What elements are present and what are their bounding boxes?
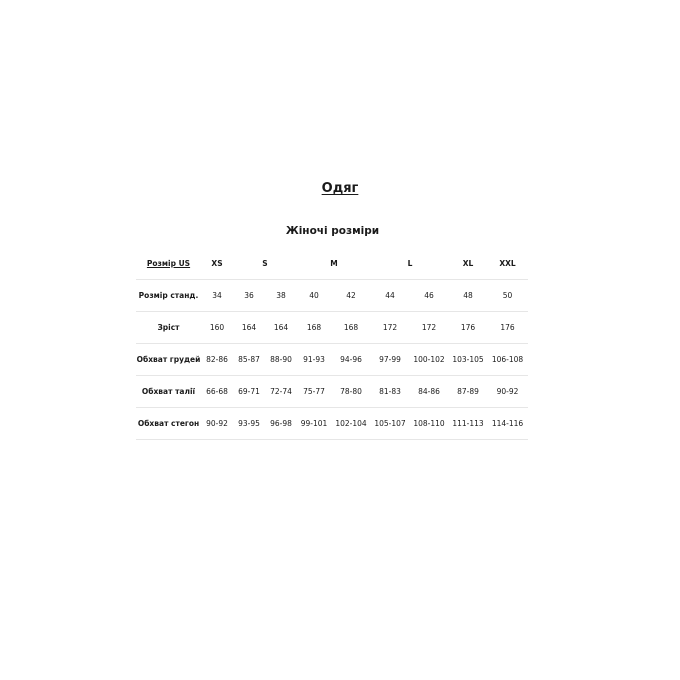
header-row [136, 248, 528, 280]
table-cell: 103-105 [449, 344, 487, 376]
table-cell: 91-93 [297, 344, 331, 376]
table-row [136, 312, 528, 344]
size-header-xs: XS [201, 248, 233, 280]
row-label: Обхват талії [136, 376, 201, 408]
table-cell: 164 [265, 312, 297, 344]
table-cell: 176 [449, 312, 487, 344]
table-cell: 72-74 [265, 376, 297, 408]
table-cell: 168 [331, 312, 371, 344]
row-label: Обхват грудей [136, 344, 201, 376]
table-cell: 93-95 [233, 408, 265, 440]
table-cell: 160 [201, 312, 233, 344]
table-cell: 81-83 [371, 376, 409, 408]
table-cell: 48 [449, 280, 487, 312]
table-cell: 87-89 [449, 376, 487, 408]
table-cell: 82-86 [201, 344, 233, 376]
table-cell: 114-116 [487, 408, 528, 440]
table-cell: 176 [487, 312, 528, 344]
table-cell: 105-107 [371, 408, 409, 440]
table-cell: 34 [201, 280, 233, 312]
size-us-header: Розмір US [136, 248, 201, 280]
table-cell: 168 [297, 312, 331, 344]
row-label: Зріст [136, 312, 201, 344]
table-cell: 94-96 [331, 344, 371, 376]
row-label: Обхват стегон [136, 408, 201, 440]
table-cell: 100-102 [409, 344, 449, 376]
table-cell: 90-92 [201, 408, 233, 440]
size-header-xxl: XXL [487, 248, 528, 280]
table-cell: 99-101 [297, 408, 331, 440]
table-cell: 102-104 [331, 408, 371, 440]
size-header-xl: XL [449, 248, 487, 280]
table-cell: 69-71 [233, 376, 265, 408]
table-cell: 44 [371, 280, 409, 312]
table-cell: 84-86 [409, 376, 449, 408]
row-label: Розмір станд. [136, 280, 201, 312]
size-header-s: S [233, 248, 297, 280]
size-header-l: L [371, 248, 449, 280]
table-row [136, 280, 528, 312]
page-title: Одяг [321, 181, 359, 196]
size-table [136, 248, 528, 440]
table-cell: 46 [409, 280, 449, 312]
table-cell: 66-68 [201, 376, 233, 408]
table-cell: 78-80 [331, 376, 371, 408]
table-cell: 38 [265, 280, 297, 312]
table-row [136, 376, 528, 408]
table-cell: 172 [371, 312, 409, 344]
table-cell: 36 [233, 280, 265, 312]
table-cell: 85-87 [233, 344, 265, 376]
table-cell: 108-110 [409, 408, 449, 440]
table-cell: 164 [233, 312, 265, 344]
table-cell: 172 [409, 312, 449, 344]
table-cell: 111-113 [449, 408, 487, 440]
table-row [136, 408, 528, 440]
size-header-m: M [297, 248, 371, 280]
table-cell: 42 [331, 280, 371, 312]
table-cell: 88-90 [265, 344, 297, 376]
table-cell: 90-92 [487, 376, 528, 408]
table-cell: 75-77 [297, 376, 331, 408]
table-cell: 50 [487, 280, 528, 312]
table-cell: 97-99 [371, 344, 409, 376]
table-cell: 96-98 [265, 408, 297, 440]
table-cell: 106-108 [487, 344, 528, 376]
table-row [136, 344, 528, 376]
table-cell: 40 [297, 280, 331, 312]
section-title: Жіночі розміри [285, 225, 380, 237]
